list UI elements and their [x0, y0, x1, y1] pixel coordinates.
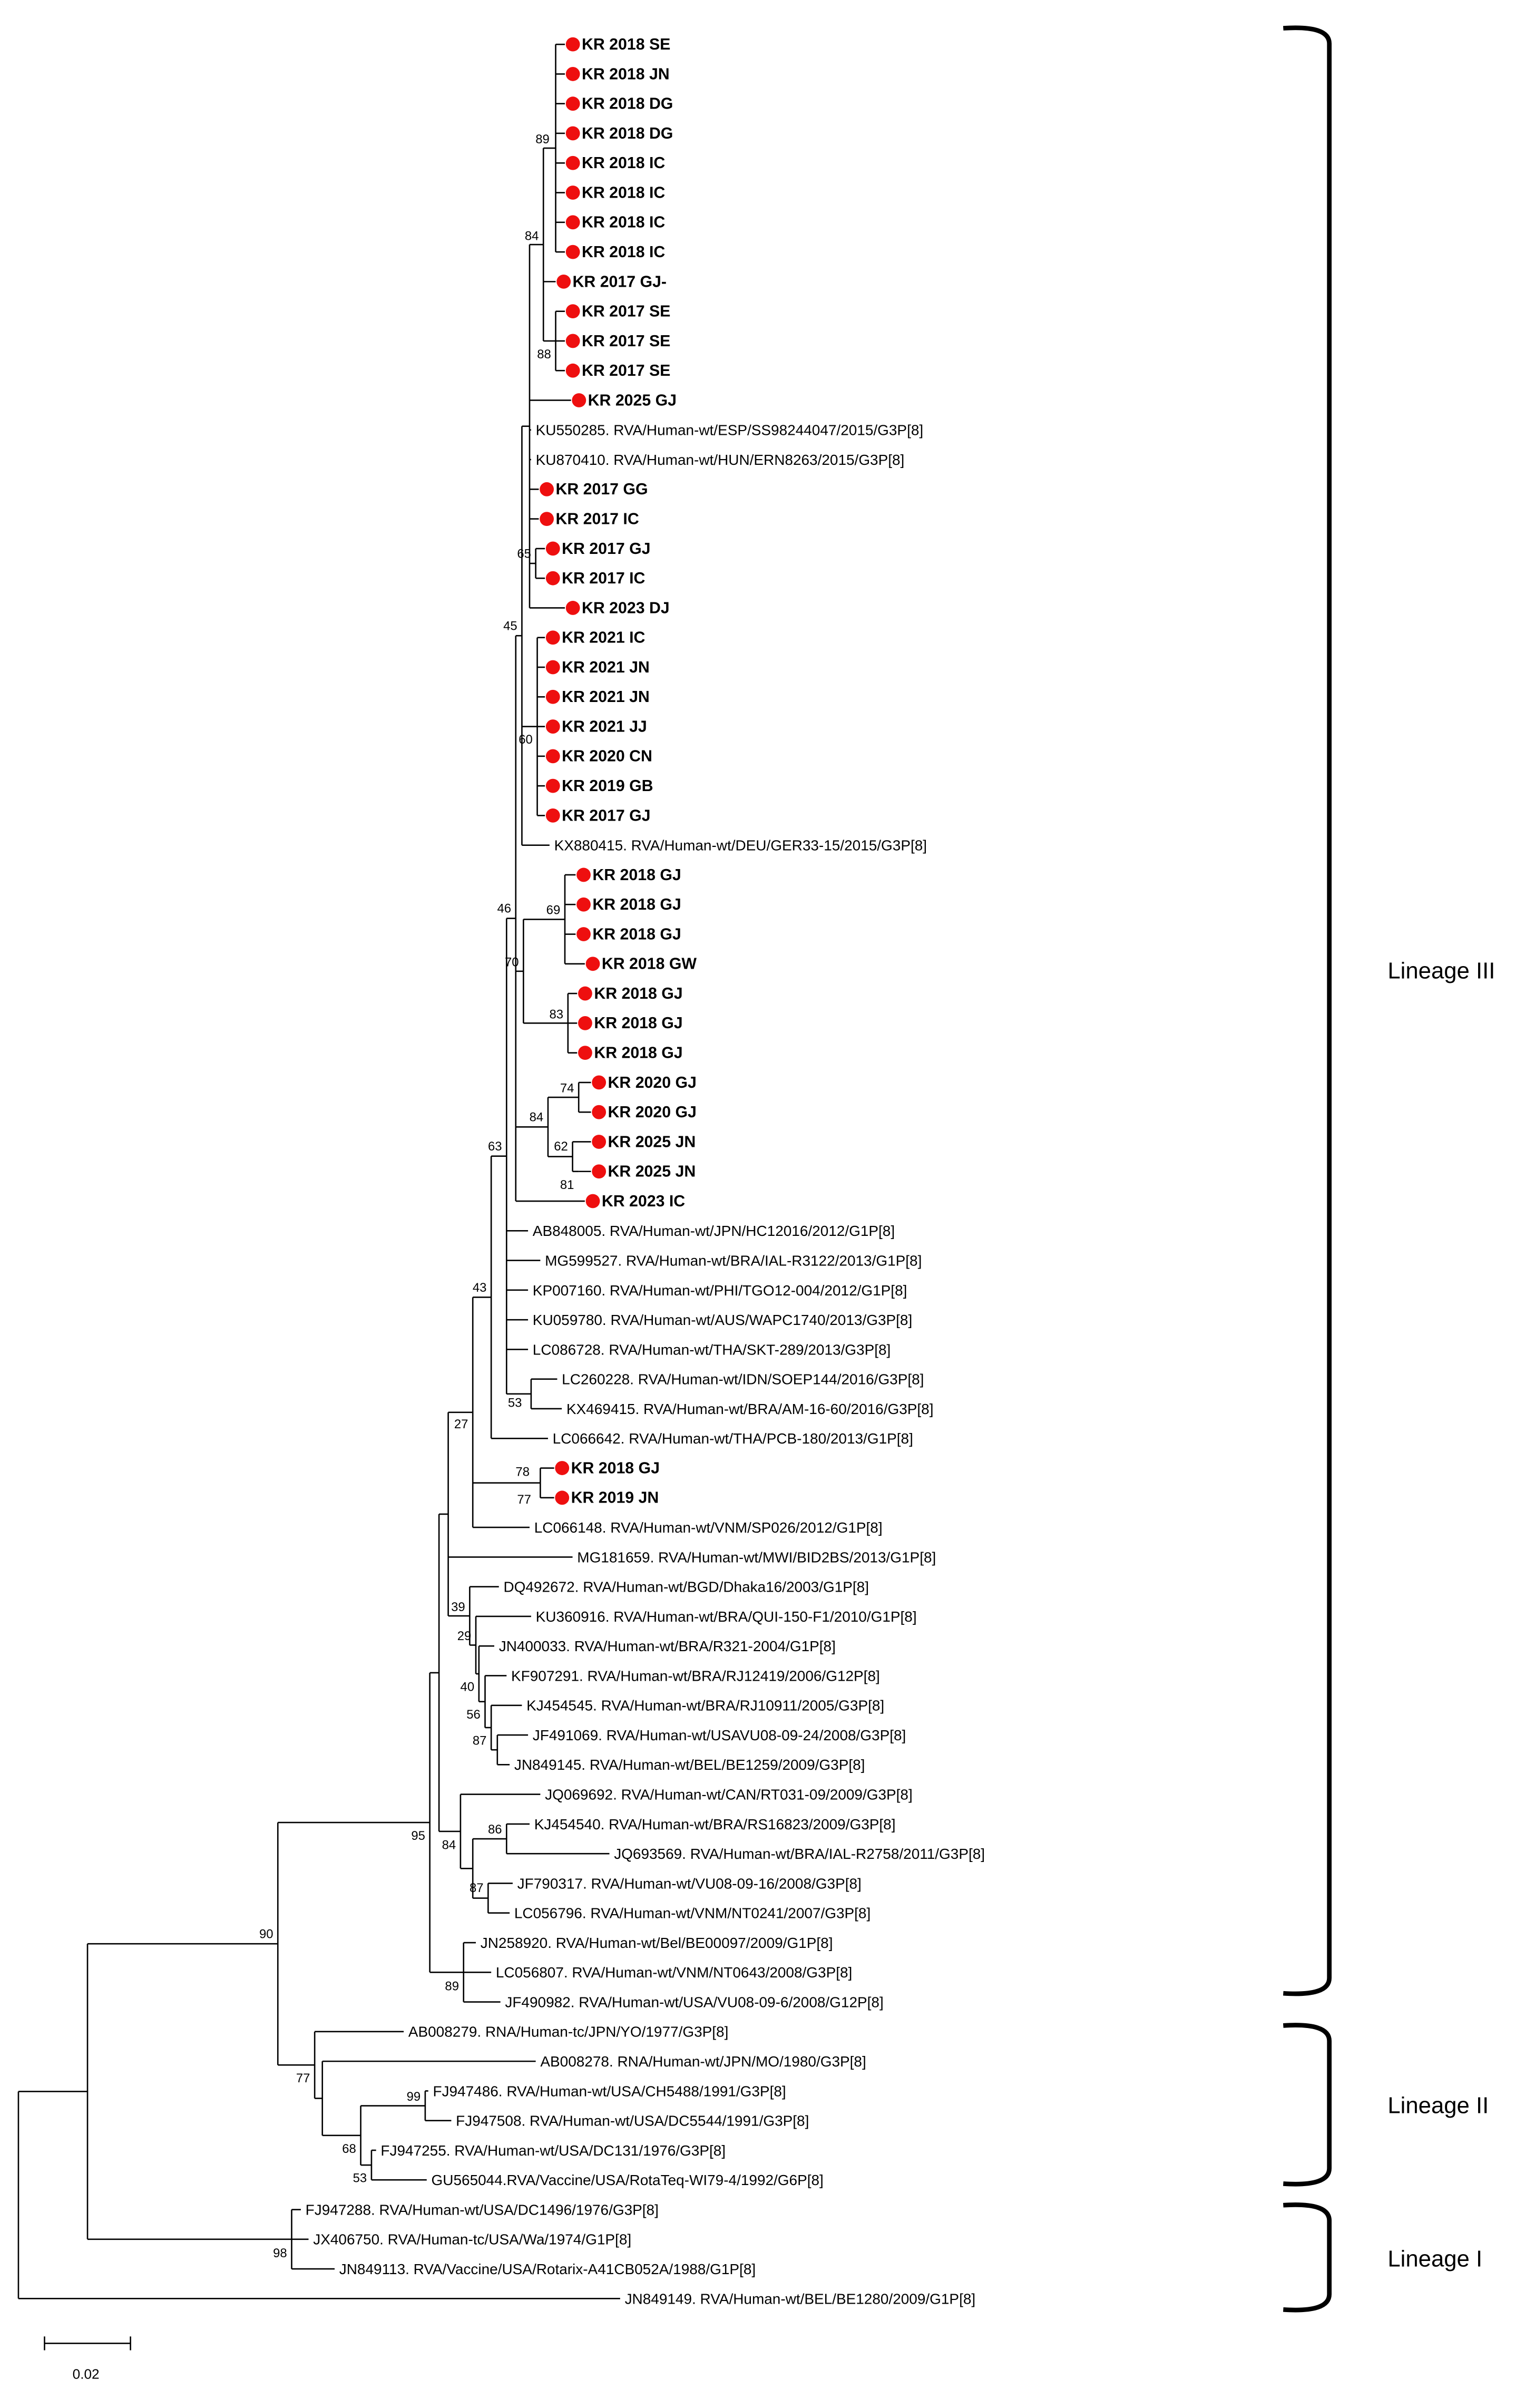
- taxon-label: JF491069. RVA/Human-wt/USAVU08-09-24/2008/G3P[8]: [532, 1727, 906, 1743]
- taxon-label: KR 2018 SE: [582, 36, 671, 54]
- taxon-label: KU870410. RVA/Human-wt/HUN/ERN8263/2015/G3P[8]: [535, 451, 905, 468]
- taxon-dot: [546, 571, 560, 586]
- taxon-dot: [566, 37, 580, 52]
- taxon-label: MG181659. RVA/Human-wt/MWI/BID2BS/2013/G1P[8]: [577, 1549, 936, 1566]
- bootstrap-label: 62: [554, 1139, 568, 1154]
- taxon-label: KR 2017 SE: [582, 362, 671, 380]
- taxon-dot: [566, 215, 580, 229]
- taxon-dot: [576, 868, 591, 882]
- bootstrap-label: 90: [259, 1927, 273, 1942]
- scale-bar-label: 0.02: [72, 2366, 100, 2382]
- lineage-label: Lineage I: [1387, 2246, 1483, 2272]
- taxon-label: JN849149. RVA/Human-wt/BEL/BE1280/2009/G1P[8]: [624, 2290, 976, 2307]
- bootstrap-label: 84: [524, 229, 539, 243]
- taxon-label: KR 2017 GJ: [562, 540, 651, 558]
- taxon-label: JX406750. RVA/Human-tc/USA/Wa/1974/G1P[8]: [313, 2231, 632, 2248]
- taxon-label: JN849145. RVA/Human-wt/BEL/BE1259/2009/G3P[8]: [514, 1757, 865, 1773]
- taxon-dot: [556, 275, 571, 289]
- taxon-dot: [592, 1135, 606, 1149]
- taxon-dot: [578, 1016, 592, 1030]
- bootstrap-label: 70: [505, 955, 519, 970]
- taxon-dot: [546, 630, 560, 645]
- taxon-label: KR 2018 IC: [582, 154, 666, 172]
- taxon-label: GU565044.RVA/Vaccine/USA/RotaTeq-WI79-4/1992/G6P[8]: [431, 2172, 824, 2189]
- bootstrap-label: 45: [503, 619, 517, 633]
- taxon-label: KR 2018 IC: [582, 243, 666, 261]
- taxon-label: KR 2018 DG: [582, 95, 673, 113]
- taxon-label: KR 2020 CN: [562, 747, 652, 765]
- taxon-label: KP007160. RVA/Human-wt/PHI/TGO12-004/2012/G1P[8]: [532, 1282, 907, 1299]
- taxon-label: KF907291. RVA/Human-wt/BRA/RJ12419/2006/G12P[8]: [511, 1668, 880, 1684]
- taxon-label: AB848005. RVA/Human-wt/JPN/HC12016/2012/G1P[8]: [532, 1223, 895, 1240]
- taxon-label: KR 2018 GJ: [592, 925, 681, 943]
- lineage-label: Lineage III: [1387, 958, 1495, 984]
- taxon-label: KX880415. RVA/Human-wt/DEU/GER33-15/2015/G3P[8]: [554, 837, 927, 854]
- taxon-label: KR 2023 IC: [601, 1192, 686, 1210]
- bootstrap-label: 98: [273, 2246, 287, 2261]
- taxon-dot: [546, 779, 560, 793]
- bootstrap-label: 56: [466, 1707, 481, 1722]
- taxon-label: KR 2025 JN: [608, 1133, 696, 1151]
- taxon-dot: [592, 1105, 606, 1119]
- taxon-label: JF490982. RVA/Human-wt/USA/VU08-09-6/2008/G12P[8]: [505, 1994, 884, 2011]
- taxon-dot: [566, 126, 580, 141]
- taxon-dot: [566, 186, 580, 200]
- taxon-label: JN400033. RVA/Human-wt/BRA/R321-2004/G1P[8]: [498, 1638, 836, 1655]
- bootstrap-label: 77: [296, 2071, 310, 2086]
- taxon-label: KR 2018 GJ: [592, 896, 681, 914]
- taxon-label: KR 2021 JN: [562, 688, 650, 706]
- taxon-label: KR 2021 JN: [562, 658, 650, 676]
- bootstrap-label: 43: [472, 1280, 487, 1295]
- taxon-label: KR 2018 IC: [582, 184, 666, 202]
- taxon-label: AB008279. RNA/Human-tc/JPN/YO/1977/G3P[8]: [408, 2023, 729, 2040]
- taxon-dot: [576, 927, 591, 941]
- taxon-dot: [546, 749, 560, 763]
- taxon-dot: [566, 304, 580, 318]
- bootstrap-label: 84: [442, 1838, 456, 1853]
- bootstrap-label: 68: [342, 2142, 356, 2157]
- taxon-label: KR 2019 GB: [562, 777, 653, 795]
- bootstrap-label: 81: [560, 1177, 574, 1192]
- taxon-label: KR 2017 IC: [555, 510, 639, 528]
- taxon-label: LC066148. RVA/Human-wt/VNM/SP026/2012/G1P[8]: [534, 1519, 883, 1536]
- bootstrap-label: 89: [445, 1979, 459, 1994]
- bootstrap-label: 27: [454, 1417, 468, 1432]
- taxon-label: KR 2017 IC: [562, 570, 646, 588]
- taxon-label: DQ492672. RVA/Human-wt/BGD/Dhaka16/2003/G1P[8]: [503, 1578, 869, 1595]
- bootstrap-label: 53: [507, 1396, 522, 1410]
- taxon-label: KR 2019 JN: [571, 1489, 659, 1507]
- bootstrap-label: 83: [549, 1007, 564, 1022]
- taxon-label: LC056807. RVA/Human-wt/VNM/NT0643/2008/G3P[8]: [495, 1964, 853, 1981]
- taxon-dot: [572, 393, 586, 407]
- taxon-label: KR 2018 GJ: [594, 984, 683, 1002]
- taxon-label: FJ947486. RVA/Human-wt/USA/CH5488/1991/G3P[8]: [433, 2083, 786, 2100]
- taxon-label: KR 2018 JN: [582, 65, 670, 83]
- lineage-bracket: [1283, 28, 1329, 1994]
- taxon-label: KR 2018 GJ: [594, 1044, 683, 1062]
- taxon-dot: [540, 512, 554, 526]
- taxon-dot: [566, 67, 580, 81]
- bootstrap-label: 84: [529, 1110, 544, 1125]
- taxon-dot: [586, 957, 600, 971]
- bootstrap-label: 95: [411, 1828, 425, 1843]
- bootstrap-label: 40: [460, 1680, 475, 1694]
- taxon-dot: [546, 660, 560, 675]
- taxon-dot: [578, 987, 592, 1001]
- taxon-label: LC066642. RVA/Human-wt/THA/PCB-180/2013/G1P[8]: [552, 1430, 913, 1447]
- taxon-dot: [566, 334, 580, 348]
- bootstrap-label: 65: [517, 547, 531, 561]
- bootstrap-label: 86: [487, 1822, 502, 1837]
- taxon-label: KR 2017 GJ-: [572, 273, 667, 291]
- lineage-bracket: [1283, 2205, 1329, 2310]
- taxon-dot: [592, 1164, 606, 1178]
- bootstrap-label: 69: [546, 903, 561, 918]
- taxon-label: KR 2023 DJ: [582, 599, 670, 617]
- taxon-dot: [566, 601, 580, 615]
- taxon-label: KR 2018 GJ: [594, 1015, 683, 1032]
- taxon-label: JQ693569. RVA/Human-wt/BRA/IAL-R2758/2011/G3P[8]: [614, 1846, 985, 1863]
- taxon-label: KU360916. RVA/Human-wt/BRA/QUI-150-F1/2010/G1P[8]: [535, 1608, 917, 1625]
- taxon-label: JN258920. RVA/Human-wt/Bel/BE00097/2009/G1P[8]: [480, 1934, 833, 1951]
- bootstrap-label: 60: [519, 733, 533, 747]
- bootstrap-label: 87: [472, 1733, 487, 1748]
- taxon-label: KU550285. RVA/Human-wt/ESP/SS98244047/2015/G3P[8]: [535, 422, 924, 438]
- bootstrap-label: 46: [497, 901, 512, 916]
- taxon-dot: [576, 898, 591, 912]
- taxon-label: KR 2017 SE: [582, 332, 671, 350]
- taxon-dot: [555, 1461, 569, 1475]
- taxon-label: KR 2021 JJ: [562, 718, 647, 736]
- taxon-label: JQ069692. RVA/Human-wt/CAN/RT031-09/2009/G3P[8]: [545, 1786, 913, 1803]
- taxon-label: MG599527. RVA/Human-wt/BRA/IAL-R3122/2013/G1P[8]: [545, 1252, 922, 1269]
- bootstrap-label: 78: [515, 1465, 530, 1479]
- taxon-label: AB008278. RNA/Human-wt/JPN/MO/1980/G3P[8]: [540, 2053, 866, 2070]
- taxon-label: KR 2017 SE: [582, 303, 671, 320]
- taxon-label: KR 2018 IC: [582, 213, 666, 231]
- taxon-label: KR 2020 GJ: [608, 1104, 697, 1122]
- taxon-label: KR 2025 JN: [608, 1163, 696, 1181]
- taxon-dot: [555, 1490, 569, 1505]
- taxon-label: LC056796. RVA/Human-wt/VNM/NT0241/2007/G3P[8]: [514, 1905, 871, 1922]
- taxon-dot: [546, 808, 560, 823]
- taxon-label: KR 2018 GJ: [571, 1459, 660, 1477]
- taxon-dot: [566, 96, 580, 111]
- bootstrap-label: 88: [537, 347, 551, 362]
- lineage-bracket: [1283, 2025, 1329, 2185]
- taxon-label: JF790317. RVA/Human-wt/VU08-09-16/2008/G3P[8]: [517, 1875, 862, 1892]
- taxon-label: KR 2017 GJ: [562, 807, 651, 825]
- taxon-label: KR 2018 GJ: [592, 866, 681, 884]
- taxon-label: FJ947255. RVA/Human-wt/USA/DC131/1976/G3P[8]: [380, 2142, 726, 2159]
- taxon-dot: [586, 1194, 600, 1208]
- taxon-dot: [578, 1046, 592, 1060]
- taxon-label: KX469415. RVA/Human-wt/BRA/AM-16-60/2016/G3P[8]: [566, 1400, 934, 1417]
- taxon-dot: [592, 1076, 606, 1090]
- taxon-label: KR 2018 GW: [601, 955, 697, 973]
- taxon-label: KJ454540. RVA/Human-wt/BRA/RS16823/2009/G3P[8]: [534, 1816, 896, 1832]
- taxon-label: LC086728. RVA/Human-wt/THA/SKT-289/2013/G3P[8]: [532, 1341, 891, 1358]
- taxon-label: LC260228. RVA/Human-wt/IDN/SOEP144/2016/G3P[8]: [562, 1371, 924, 1388]
- taxon-label: KR 2017 GG: [555, 481, 648, 499]
- taxon-dot: [566, 245, 580, 259]
- taxon-label: KR 2025 GJ: [588, 392, 677, 410]
- bootstrap-label: 87: [470, 1880, 484, 1895]
- taxon-dot: [566, 156, 580, 170]
- taxon-label: KU059780. RVA/Human-wt/AUS/WAPC1740/2013/G3P[8]: [532, 1312, 913, 1329]
- taxon-label: KR 2018 DG: [582, 124, 673, 142]
- taxon-dot: [540, 482, 554, 496]
- bootstrap-label: 39: [451, 1600, 465, 1614]
- taxon-label: KR 2020 GJ: [608, 1074, 697, 1091]
- bootstrap-label: 99: [406, 2090, 421, 2104]
- bootstrap-label: 29: [457, 1629, 472, 1644]
- taxon-dot: [546, 690, 560, 704]
- taxon-dot: [546, 719, 560, 734]
- taxon-dot: [566, 364, 580, 378]
- taxon-dot: [546, 541, 560, 555]
- taxon-label: FJ947288. RVA/Human-wt/USA/DC1496/1976/G3P[8]: [305, 2201, 659, 2218]
- taxon-label: FJ947508. RVA/Human-wt/USA/DC5544/1991/G3P[8]: [456, 2112, 809, 2129]
- bootstrap-label: 53: [353, 2171, 367, 2186]
- bootstrap-label: 89: [535, 132, 550, 147]
- taxon-label: KJ454545. RVA/Human-wt/BRA/RJ10911/2005/G3P[8]: [526, 1697, 885, 1714]
- taxon-label: JN849113. RVA/Vaccine/USA/Rotarix-A41CB052A/1988/G1P[8]: [339, 2260, 756, 2277]
- bootstrap-label: 74: [560, 1081, 574, 1096]
- taxon-label: KR 2021 IC: [562, 629, 646, 647]
- bootstrap-label: 63: [487, 1139, 502, 1154]
- bootstrap-label: 77: [517, 1492, 531, 1507]
- lineage-label: Lineage II: [1387, 2092, 1489, 2119]
